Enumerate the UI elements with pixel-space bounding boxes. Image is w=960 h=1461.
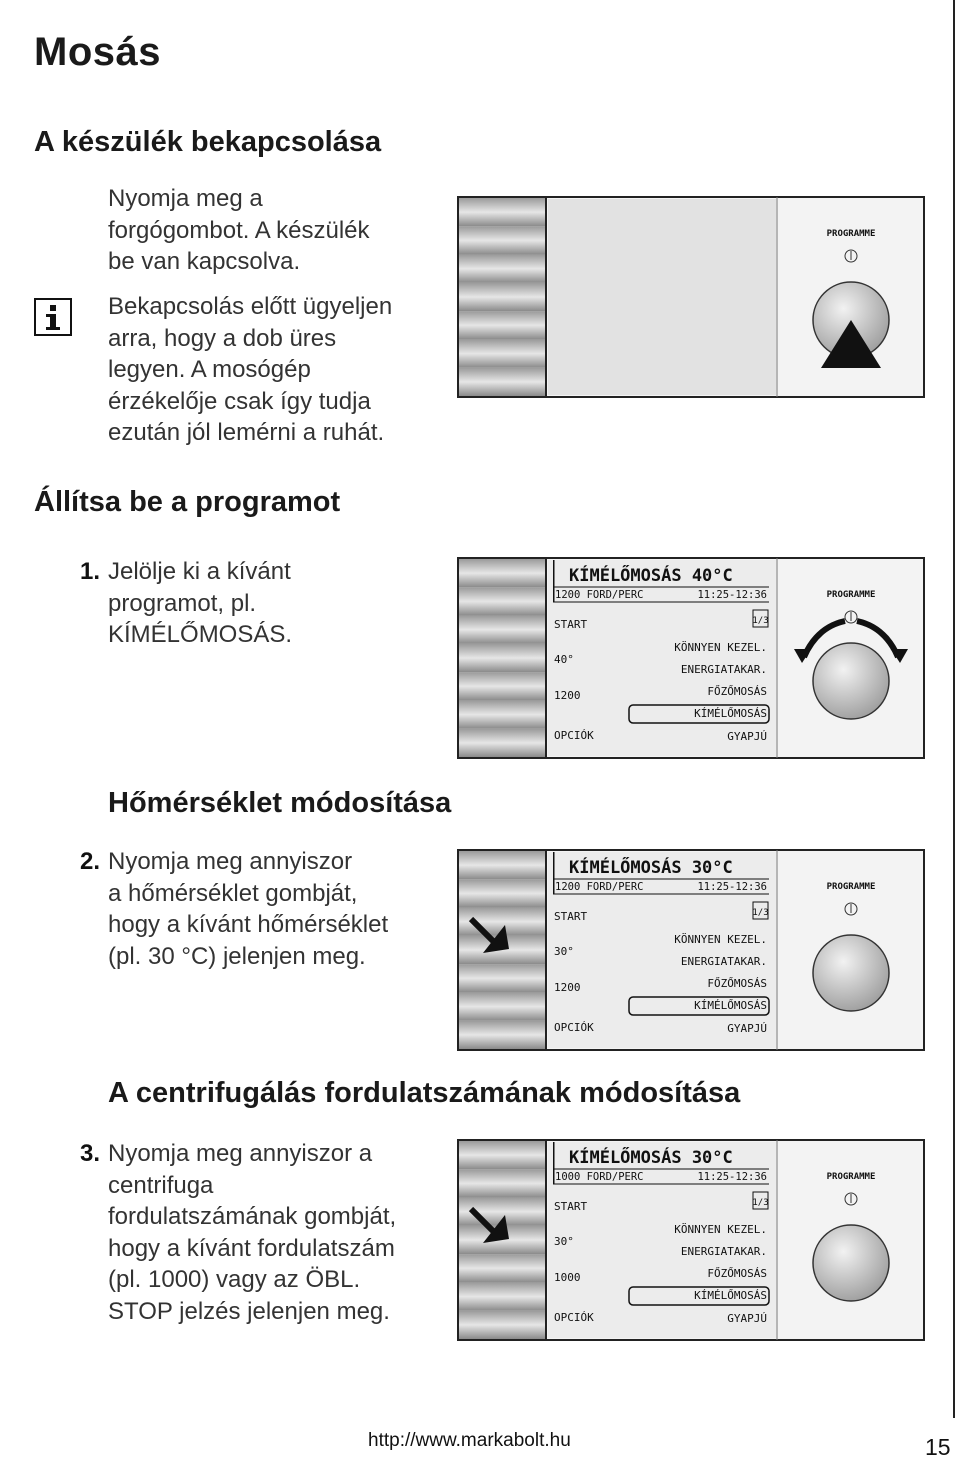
step-text [108,1138,448,1327]
footer-url: http://www.markabolt.hu [368,1430,571,1451]
display-program: GYAPJÚ [727,730,767,743]
display-time: 11:25-12:36 [697,881,767,893]
display-spin: 1200 FORD/PERC [555,589,644,601]
step-text [108,846,448,972]
display-left-item: OPCIÓK [554,729,594,742]
display-fraction: 1/3 [752,908,769,918]
page-title: Mosás [34,30,161,74]
text-line: Nyomja meg annyiszor a [108,1140,373,1167]
text-line: Nyomja meg annyiszor [108,848,353,875]
display-title: KÍMÉLŐMOSÁS 40°C [569,566,733,586]
drawer-stripe [459,964,545,992]
section-heading-temperature: Hőmérséklet módosítása [108,787,452,819]
panel-svg [457,1139,925,1341]
drawer-stripe [459,1021,545,1049]
drawer-stripe [459,1254,545,1282]
drawer-stripe [459,729,545,757]
drawer-stripe [459,1311,545,1339]
knob-label: PROGRAMME [826,882,876,892]
drawer-stripe [459,368,545,396]
knob-label: PROGRAMME [826,1172,876,1182]
text-line: forgógombot. A készülék [108,216,370,244]
info-icon [34,298,72,336]
display-time: 11:25-12:36 [697,589,767,601]
knob-label: PROGRAMME [826,590,876,600]
drawer-stripe [459,283,545,311]
display-program: KÍMÉLŐMOSÁS [694,1289,767,1302]
text-line: Jelölje ki a kívánt [108,558,291,585]
drawer-stripe [459,587,545,615]
display-program: ENERGIATAKAR. [680,663,767,676]
page-number: 15 [925,1434,951,1460]
knob-dial [813,643,889,719]
display-fraction: 1/3 [752,616,769,626]
control-panel-illustration [457,557,925,759]
drawer-stripe [459,255,545,283]
text-line: (pl. 1000) vagy az ÖBL. [108,1266,361,1293]
display-program: GYAPJÚ [727,1022,767,1035]
drawer-stripe [459,616,545,644]
drawer-stripe [459,992,545,1020]
drawer-stripe [459,672,545,700]
drawer-stripe [459,879,545,907]
display-title: KÍMÉLŐMOSÁS 30°C [569,1148,733,1168]
text-line: be van kapcsolva. [108,248,301,275]
section-heading-program: Állítsa be a programot [34,486,341,518]
drawer-stripe [459,198,545,226]
margin-rule [953,0,955,1418]
control-panel-illustration [457,196,925,398]
display-left-item: START [554,618,588,631]
display-time: 11:25-12:36 [697,1171,767,1183]
drawer-stripe [459,559,545,587]
display-title: KÍMÉLŐMOSÁS 30°C [569,858,733,878]
display-left-item: OPCIÓK [554,1311,594,1324]
text-line: centrifuga [108,1171,214,1199]
display-program: KÍMÉLŐMOSÁS [694,707,767,720]
panel-svg [457,557,925,759]
drawer-stripe [459,700,545,728]
drawer-stripe [459,1169,545,1197]
detergent-drawer [459,198,545,396]
display-left-item: 1200 [554,981,581,994]
display-fraction: 1/3 [752,1198,769,1208]
panel-svg [457,196,925,398]
text-line: legyen. A mosógép [108,356,311,383]
display-program: KÖNNYEN KEZEL. [674,641,767,654]
power-info-text [108,291,448,449]
power-intro-text [108,183,448,278]
display-left-item: 40° [554,653,574,666]
panel-svg [457,849,925,1051]
text-line: arra, hogy a dob üres [108,324,337,352]
text-line: hogy a kívánt fordulatszám [108,1234,395,1262]
text-line: Bekapcsolás előtt ügyeljen [108,293,393,320]
control-panel-illustration [457,849,925,1051]
display-program: GYAPJÚ [727,1312,767,1325]
display-program: ENERGIATAKAR. [680,955,767,968]
step-number: 2. [80,848,101,875]
step-number: 3. [80,1140,101,1167]
drawer-stripe [459,311,545,339]
display-left-item: 30° [554,1235,574,1248]
text-line: STOP jelzés jelenjen meg. [108,1297,390,1325]
knob-dial [813,1225,889,1301]
step-number: 1. [80,558,101,585]
display-program: FŐZŐMOSÁS [707,977,767,990]
display-spin: 1000 FORD/PERC [555,1171,644,1183]
section-heading-spin: A centrifugálás fordulatszámának módosítása [108,1077,741,1109]
display-rule [553,560,555,602]
display-left-item: START [554,1200,588,1213]
drawer-stripe [459,644,545,672]
drawer-stripe [459,339,545,367]
text-line: fordulatszámának gombját, [108,1203,397,1230]
knob-label: PROGRAMME [826,229,876,239]
display-spin: 1200 FORD/PERC [555,881,644,893]
display-program: FŐZŐMOSÁS [707,685,767,698]
text-line: érzékelője csak így tudja [108,387,371,415]
text-line: KÍMÉLŐMOSÁS. [108,621,293,648]
section-heading-power: A készülék bekapcsolása [34,126,382,158]
text-line: a hőmérséklet gombját, [108,879,358,907]
control-panel-illustration [457,1139,925,1341]
text-line: ezután jól lemérni a ruhát. [108,419,385,446]
display-area [548,199,776,395]
step-text [108,556,448,651]
display-left-item: START [554,910,588,923]
display-program: FŐZŐMOSÁS [707,1267,767,1280]
display-program: ENERGIATAKAR. [680,1245,767,1258]
display-program: KÖNNYEN KEZEL. [674,1223,767,1236]
text-line: programot, pl. [108,589,257,617]
detergent-drawer [459,559,545,757]
display-program: KÖNNYEN KEZEL. [674,933,767,946]
display-program: KÍMÉLŐMOSÁS [694,999,767,1012]
text-line: hogy a kívánt hőmérséklet [108,911,389,938]
drawer-stripe [459,851,545,879]
display-rule [553,1142,555,1184]
drawer-stripe [459,1282,545,1310]
display-left-item: 1000 [554,1271,581,1284]
display-left-item: 1200 [554,689,581,702]
drawer-stripe [459,226,545,254]
knob-dial [813,935,889,1011]
text-line: (pl. 30 °C) jelenjen meg. [108,942,366,970]
display-left-item: OPCIÓK [554,1021,594,1034]
text-line: Nyomja meg a [108,185,263,212]
display-left-item: 30° [554,945,574,958]
drawer-stripe [459,1141,545,1169]
display-rule [553,852,555,894]
